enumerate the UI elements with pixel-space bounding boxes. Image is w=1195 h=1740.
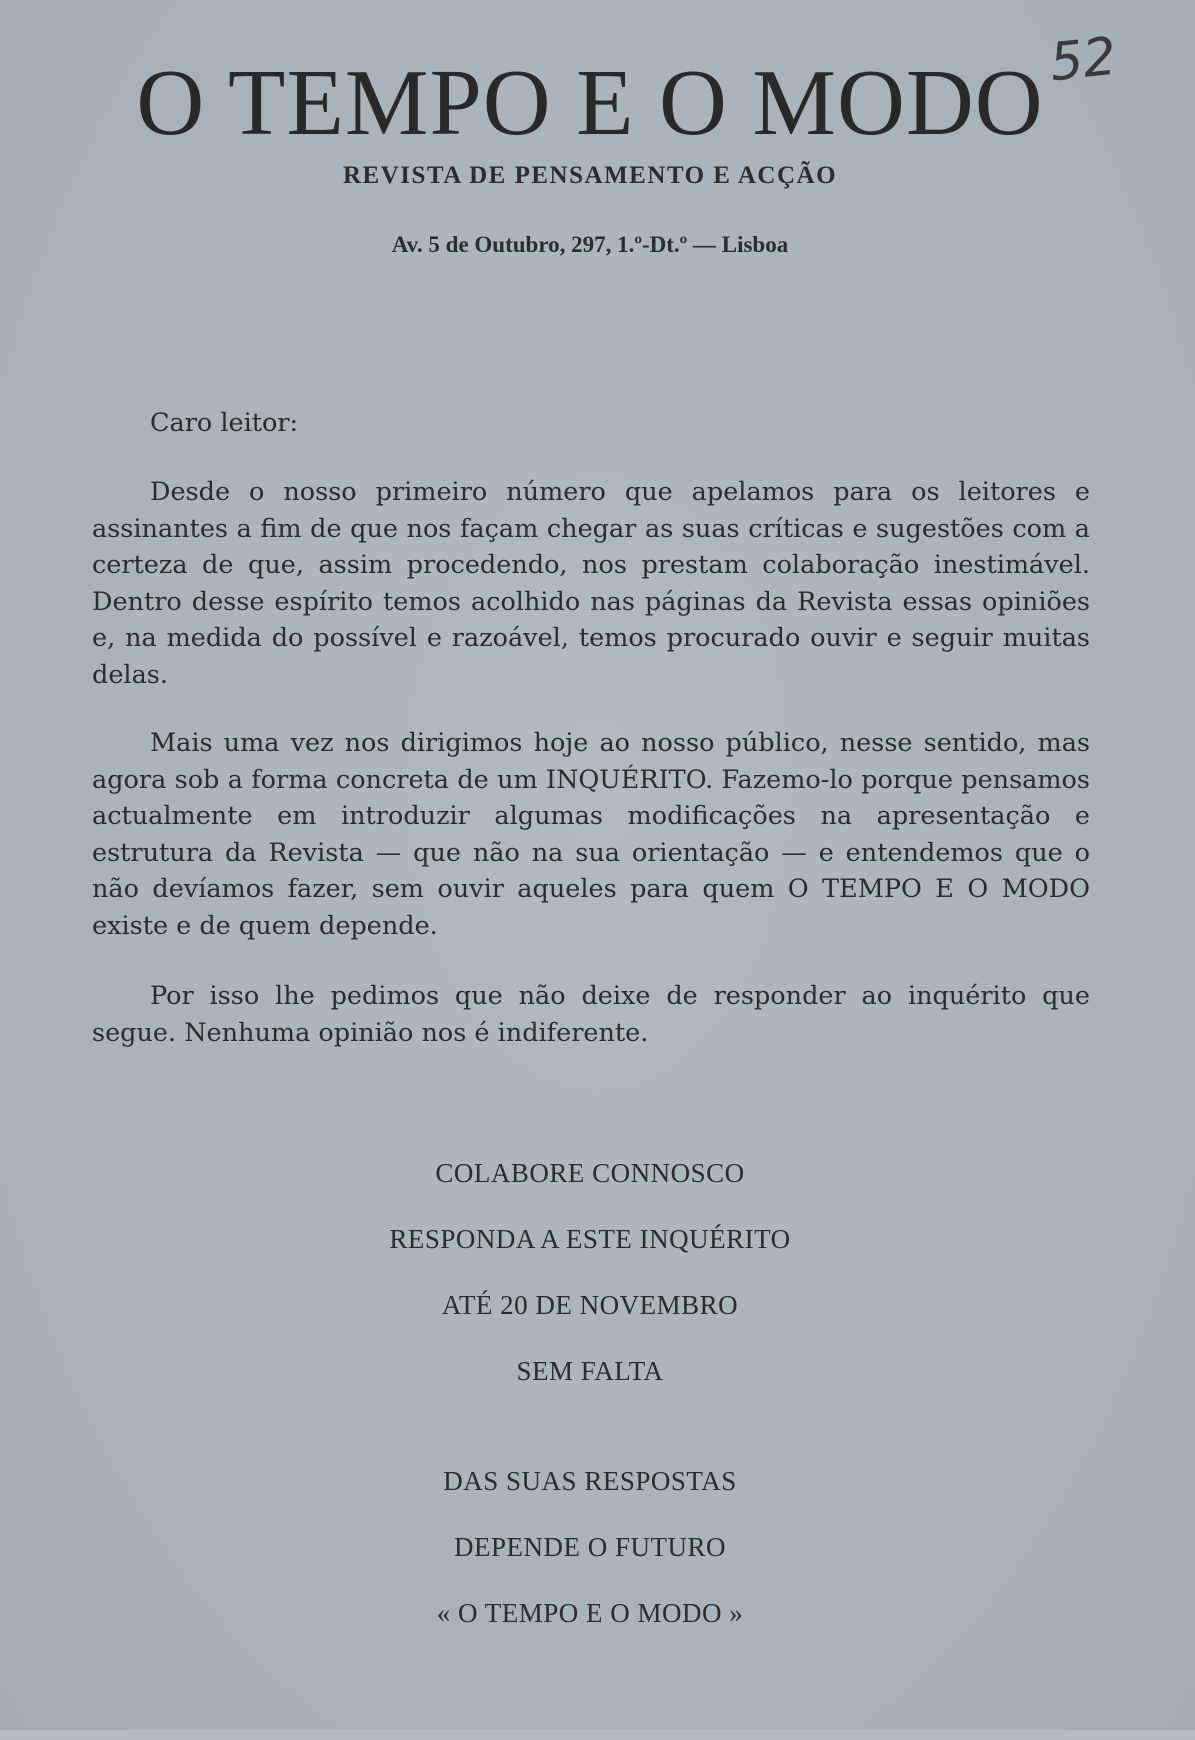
appeal-line-respond: RESPONDA A ESTE INQUÉRITO [389,1224,791,1254]
magazine-title: O TEMPO E O MODO [136,51,1044,155]
closing-line-magazine: « O TEMPO E O MODO » [436,1598,744,1628]
letter-paragraph-2: Mais uma vez nos dirigimos hoje ao nosso público, nesse sentido, mas agora sob a forma concreta de um INQUÉRITO. Fazemo-lo porque pensamos actualmente em introduzir algumas modificações na apresentação e estrutura da Revista — que não na sua orientação — e entendemos que o não devíamos fazer, sem ouvir aqueles para quem O TEMPO E O MODO existe e de quem depende. [92,728,1090,941]
magazine-address: Av. 5 de Outubro, 297, 1.º-Dt.º — Lisboa [391,232,789,257]
salutation: Caro leitor: [150,408,299,438]
closing-line-future: DEPENDE O FUTURO [453,1532,726,1562]
closing-line-responses: DAS SUAS RESPOSTAS [443,1466,737,1496]
appeal-line-collaborate: COLABORE CONNOSCO [435,1158,745,1188]
appeal-line-without-fail: SEM FALTA [516,1356,664,1386]
page-edge [0,1730,1195,1740]
letter-paragraph-1: Desde o nosso primeiro número que apelamos para os leitores e assinantes a fim de que nos façam chegar as suas críticas e sugestões com a certeza de que, assim procedendo, nos prestam colaboração inestimável. Dentro desse espírito temos acolhido nas páginas da Revista essas opiniões e, na medida do possível e razoável, temos procurado ouvir e seguir muitas delas. [92,477,1090,690]
magazine-subtitle: REVISTA DE PENSAMENTO E ACÇÃO [342,162,838,189]
letter-paragraph-3: Por isso lhe pedimos que não deixe de responder ao inquérito que segue. Nenhuma opinião nos é indiferente. [92,981,1090,1048]
appeal-line-deadline: ATÉ 20 DE NOVEMBRO [441,1290,739,1320]
handwritten-page-number: 52 [1047,26,1120,94]
